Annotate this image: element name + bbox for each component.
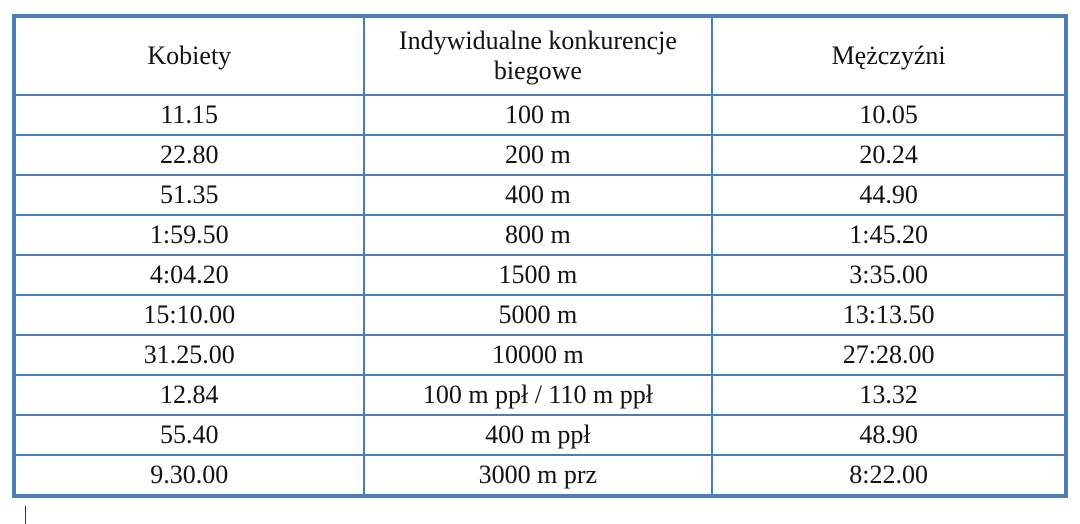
- cell-women: 11.15: [15, 95, 364, 135]
- cell-event: 100 m: [364, 95, 713, 135]
- cell-event: 400 m ppł: [364, 415, 713, 455]
- table-row: [15, 135, 1065, 175]
- cell-event: 5000 m: [364, 295, 713, 335]
- table-row: [15, 295, 1065, 335]
- cell-men: 27:28.00: [712, 335, 1065, 375]
- cell-women: 9.30.00: [15, 455, 364, 495]
- cell-men: 3:35.00: [712, 255, 1065, 295]
- cell-event: 3000 m prz: [364, 455, 713, 495]
- cell-men: 48.90: [712, 415, 1065, 455]
- cell-event: 1500 m: [364, 255, 713, 295]
- cell-women: 4:04.20: [15, 255, 364, 295]
- cell-event: 10000 m: [364, 335, 713, 375]
- cell-event: 400 m: [364, 175, 713, 215]
- header-men: Mężczyźni: [712, 17, 1065, 95]
- table-row: [15, 415, 1065, 455]
- cell-men: 13.32: [712, 375, 1065, 415]
- table-body: [15, 95, 1065, 495]
- cell-event: 800 m: [364, 215, 713, 255]
- cell-men: 13:13.50: [712, 295, 1065, 335]
- header-event: Indywidualne konkurencje biegowe: [364, 17, 713, 95]
- cell-men: 20.24: [712, 135, 1065, 175]
- cell-men: 44.90: [712, 175, 1065, 215]
- cell-men: 1:45.20: [712, 215, 1065, 255]
- cell-women: 12.84: [15, 375, 364, 415]
- table-row: [15, 255, 1065, 295]
- table-row: [15, 455, 1065, 495]
- cell-event: 200 m: [364, 135, 713, 175]
- table-row: [15, 215, 1065, 255]
- qualification-standards-table: [12, 14, 1068, 498]
- table-row: [15, 335, 1065, 375]
- table-row: [15, 95, 1065, 135]
- table-header: [15, 17, 1065, 95]
- cell-women: 55.40: [15, 415, 364, 455]
- cell-men: 10.05: [712, 95, 1065, 135]
- table-row: [15, 375, 1065, 415]
- cell-event: 100 m ppł / 110 m ppł: [364, 375, 713, 415]
- results-table-container: [12, 14, 1068, 498]
- cell-women: 15:10.00: [15, 295, 364, 335]
- header-women: Kobiety: [15, 17, 364, 95]
- header-row: [15, 17, 1065, 95]
- cell-women: 1:59.50: [15, 215, 364, 255]
- cell-women: 51.35: [15, 175, 364, 215]
- cell-women: 31.25.00: [15, 335, 364, 375]
- text-cursor: [25, 506, 26, 524]
- table-row: [15, 175, 1065, 215]
- cell-women: 22.80: [15, 135, 364, 175]
- cell-men: 8:22.00: [712, 455, 1065, 495]
